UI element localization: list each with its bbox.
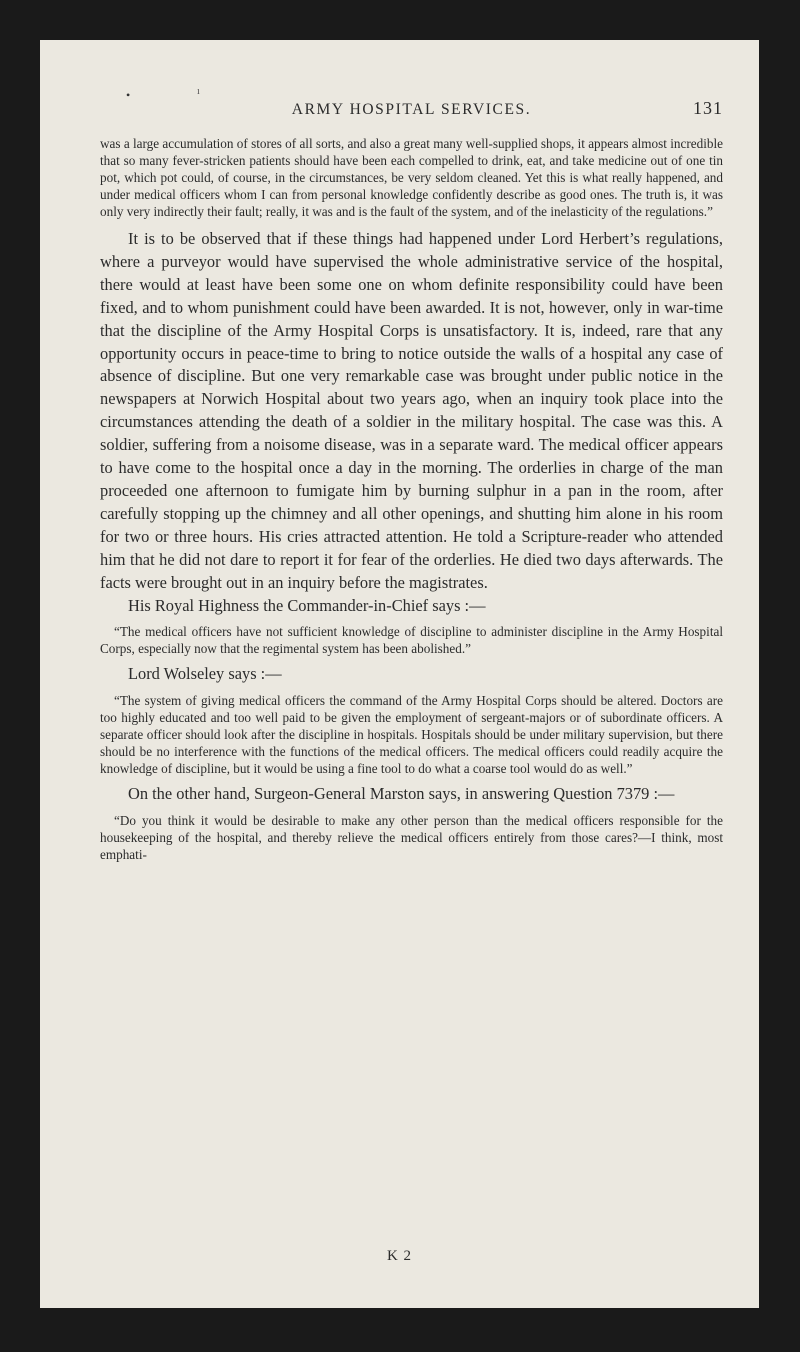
page-text [100, 135, 723, 863]
margin-dot-mark: • [126, 88, 131, 102]
book-page [40, 40, 759, 1308]
body-paragraph-wolseley: Lord Wolseley says :— [128, 664, 282, 684]
margin-tick-mark: ı [197, 86, 200, 97]
signature-mark: K 2 [386, 1248, 413, 1264]
page-header [100, 98, 723, 123]
body-paragraph-norwich: It is to be observed that if these things had happened under Lord Herbert’s regulations, where a purveyor would have supervised the whole administrative service of the hospital, there would at least have been some one on whom definite responsibility could have been fixed, and to whom punishment could have been awarded. It is not, however, only in war-time that the discipline of the Army Hospital Corps is unsatisfactory. It is, indeed, rare that any opportunity occurs in peace-time to bring to notice outside the walls of a hospital any case of absence of discipline. But one very remarkable case was brought under public notice in the newspapers at Norwich Hospital about two years ago, when an inquiry took place into the circumstances attending the death of a soldier in the military hospital. The case was this. A soldier, suffering from a noisome disease, was in a separate ward. The medical officer appears to have come to the hospital once a day in the morning. The orderlies in charge of the man proceeded one afternoon to fumigate him by burning sulphur in a pan in the room, after carefully stopping up the chimney and all other openings, and shutting him alone in his room for two or three hours. His cries attracted attention. He told a Scripture-reader who attended him that he did not dare to report it for fear of the orderlies. He died two days afterwards. The facts were brought out in an inquiry before the magistrates. [100, 229, 723, 592]
body-paragraph-commander: His Royal Highness the Commander-in-Chief says :— [128, 595, 486, 615]
body-paragraph-marston: On the other hand, Surgeon-General Marston says, in answering Question 7379 :— [128, 784, 675, 804]
quote-paragraph-continued: was a large accumulation of stores of all sorts, and also a great many well-supplied shops, it appears almost incredible that so many fever-stricken patients should have been each compelled to drink, eat, and take medicine out of one tin pot, which pot could, of course, in the circumstances, be very seldom cleaned. Yet this is what really happened, and under medical officers whom I can from personal knowledge confidently describe as good ones. The truth is, it was only very indirectly their fault; really, it was and is the fault of the system, and of the inelasticity of the regulations.” [100, 136, 723, 219]
page-number: 131 [693, 98, 723, 118]
quote-paragraph-wolseley: “The system of giving medical officers the command of the Army Hospital Corps should be altered. Doctors are too highly educated and too well paid to be given the employment of sergeant-majors or of subordinate officers. A separate officer should look after the discipline in hospitals. Hospitals should be under military supervision, but there should be no interference with the functions of the medical officers. The medical officers could readily acquire the knowledge of discipline, but it would be using a fine tool to do what a coarse tool would do as well.” [100, 693, 723, 777]
quote-paragraph-marston: “Do you think it would be desirable to make any other person than the medical officers responsible for the housekeeping of the hospital, and thereby relieve the medical officers entirely from those cares?—I think, most emphati- [100, 813, 723, 863]
quote-paragraph-commander: “The medical officers have not sufficient knowledge of discipline to administer discipline in the Army Hospital Corps, especially now that the regimental system has been abolished.” [100, 624, 723, 657]
running-head: ARMY HOSPITAL SERVICES. [291, 101, 532, 118]
